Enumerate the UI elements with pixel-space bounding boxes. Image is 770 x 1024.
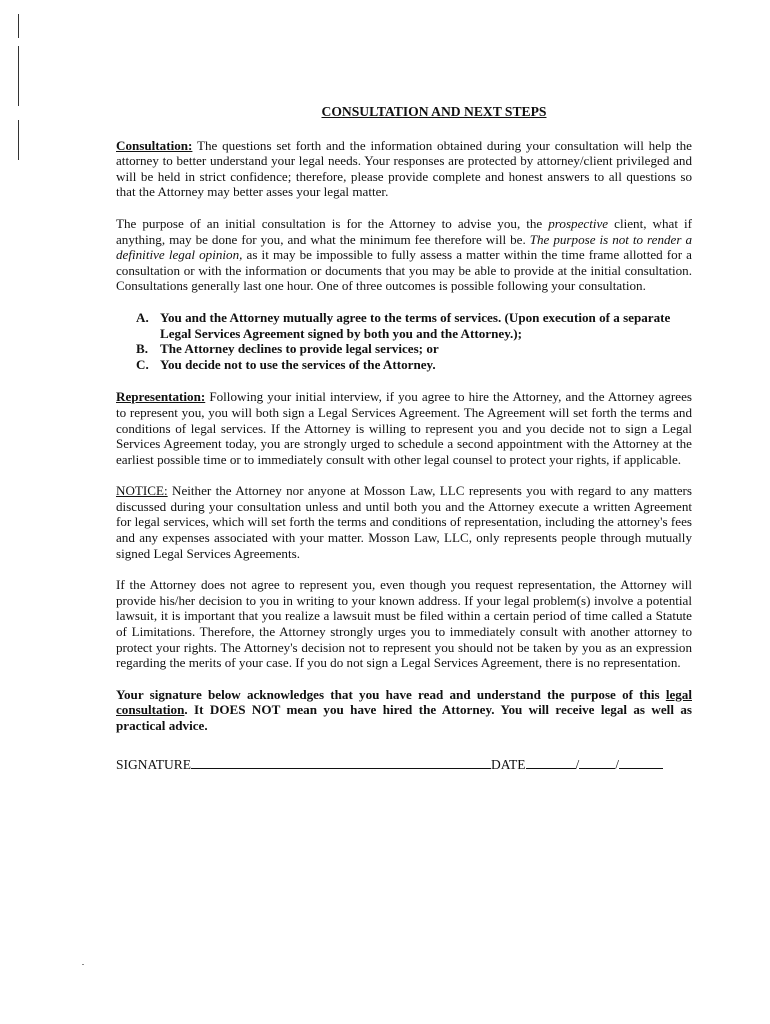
notice-text: Neither the Attorney nor anyone at Mosson Law, LLC represents you with regard to any matters discussed during your consultation unless and until both you and the Attorney execute a written Agreement for legal services, which will set forth the terms and conditions of representation, including the attorney's fees and any expenses associated with your matter. Mosson Law, LLC, only represents people through mutually signed Legal Services Agreements. [116, 483, 692, 561]
purpose-italic-note: The purpose is not to render a definitive legal opinion, [116, 231, 692, 263]
list-item [136, 310, 692, 341]
notice-label: NOTICE: [116, 483, 168, 499]
date-slash: / [575, 756, 580, 772]
acknowledgement-text-1: Your signature below acknowledges that you have read and understand the purpose of this [116, 686, 666, 702]
outcome-text: The Attorney declines to provide legal services; or [160, 341, 439, 357]
signature-row [116, 756, 692, 773]
purpose-text-2: client, what if anything, may be done for you, and what the minimum fee therefore will be. [116, 215, 692, 247]
consultation-text: The questions set forth and the information obtained during your consultation will help the attorney to better understand your legal needs. Your responses are protected by attorney/client privileged and will be held in strict confidence; therefore, please provide complete and honest answers to all questions so that the Attorney may better asses your legal matter. [116, 137, 692, 200]
declined-paragraph: If the Attorney does not agree to represent you, even though you request representation, the Attorney will provide his/her decision to you in writing to your known address. If your legal problem(s) involve a potential lawsuit, it is important that you realize a lawsuit must be filed within a certain period of time called a Statute of Limitations. Therefore, the Attorney strongly urges you to immediately consult with another attorney to protect your rights. The Attorney's decision not to represent you should not be taken by you as an expression regarding the merits of your case. If you do not sign a Legal Services Agreement, there is no representation. [116, 577, 692, 671]
scan-edge-mark [18, 120, 19, 160]
representation-label: Representation: [116, 389, 206, 405]
outcome-letter: A. [136, 309, 149, 325]
outcome-text: You decide not to use the services of the Attorney. [160, 356, 436, 372]
date-day-line[interactable] [579, 756, 615, 769]
acknowledgement-text-2: . It DOES NOT mean you have hired the Attorney. You will receive legal as well as practical advice. [116, 702, 692, 733]
outcome-letter: C. [136, 356, 149, 372]
notice-paragraph [116, 483, 692, 561]
purpose-prospective: prospective [548, 215, 609, 231]
list-item [136, 341, 692, 357]
consultation-paragraph [116, 138, 692, 200]
representation-text: Following your initial interview, if you agree to hire the Attorney, and the Attorney agrees to represent you, you will both sign a Legal Services Agreement. The Agreement will set forth the terms and conditions of legal services. If the Attorney is willing to represent you and you decide not to sign a Legal Services Agreement today, you are strongly urged to schedule a second appointment with the Attorney at the earliest possible time or to immediately consult with other legal counsel to protect your rights, if applicable. [116, 389, 692, 467]
outcome-letter: B. [136, 341, 149, 357]
date-year-line[interactable] [619, 756, 663, 769]
scan-edge-mark [18, 46, 19, 106]
purpose-paragraph [116, 216, 692, 294]
scan-edge-mark [18, 14, 19, 38]
outcomes-list [116, 310, 692, 372]
date-label: DATE [491, 756, 526, 772]
outcome-text: You and the Attorney mutually agree to the terms of services. (Upon execution of a separate Legal Services Agreement signed by both you and the Attorney.); [160, 309, 671, 341]
purpose-text-3: as it may be impossible to fully assess a matter within the time frame allotted for a consultation or with the information or documents that you may be able to provide at the initial consultation. Consultations generally last one hour. One of three outcomes is possible following your consultation. [116, 247, 692, 294]
date-month-line[interactable] [526, 756, 576, 769]
acknowledgement-paragraph [116, 687, 692, 734]
purpose-text-1: The purpose of an initial consultation is for the Attorney to advise you, the [116, 215, 549, 231]
list-item [136, 357, 692, 373]
date-slash: / [615, 756, 620, 772]
acknowledgement-underlined: legal consultation [116, 686, 692, 718]
consultation-label: Consultation: [116, 137, 193, 153]
signature-label: SIGNATURE [116, 756, 192, 772]
document-page [116, 104, 692, 772]
scan-speck [82, 964, 84, 965]
representation-paragraph [116, 389, 692, 467]
signature-line[interactable] [191, 756, 491, 769]
page-title: CONSULTATION AND NEXT STEPS [321, 104, 547, 119]
